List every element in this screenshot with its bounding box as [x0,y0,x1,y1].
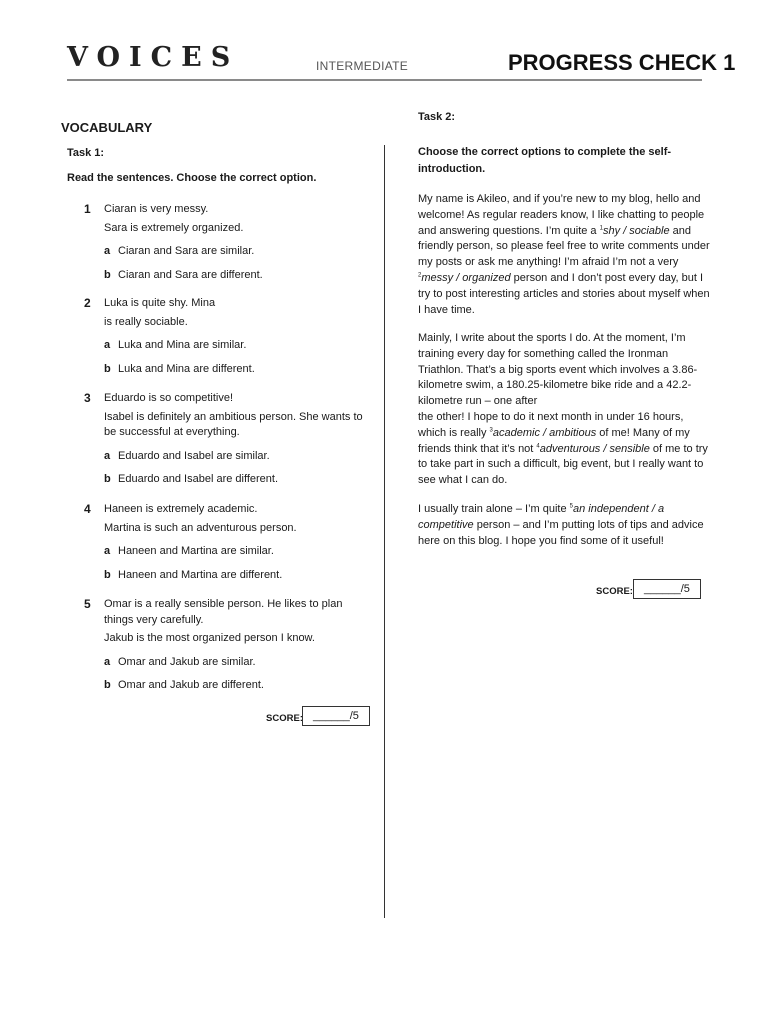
option-letter: a [104,245,111,257]
option-a[interactable] [104,544,369,560]
task2-instruction: Choose the correct options to complete the self-introduction. [418,146,672,175]
gap-number: 3 [489,427,493,434]
option-a[interactable] [104,449,369,465]
column-divider [384,145,385,918]
option-letter: b [104,568,111,581]
task1-heading: Task 1: [67,147,105,159]
question-2 [84,296,369,377]
level-label: INTERMEDIATE [316,59,409,73]
choice-2[interactable]: messy / organized [421,271,511,284]
option-letter: a [104,545,111,557]
choice-3[interactable]: academic / ambitious [492,426,597,439]
option-text: Eduardo and Isabel are similar. [118,449,270,462]
question-number: 5 [84,597,91,611]
brand-logo: VOICES [67,42,240,73]
question-5 [84,597,369,694]
option-letter: b [104,679,111,691]
option-text: Luka and Mina are different. [118,362,255,375]
option-letter: a [104,339,111,351]
option-text: Haneen and Martina are different. [118,568,283,581]
header-divider [67,79,702,81]
question-sentence-2: Sara is extremely organized. [104,221,244,234]
score-box[interactable]: ______/5 [633,579,701,599]
choice-4[interactable]: adventurous / sensible [539,442,650,455]
option-letter: a [104,655,111,668]
option-letter: a [104,449,111,462]
gap-number: 4 [536,442,540,449]
option-text: Ciaran and Sara are different. [118,268,263,281]
option-letter: b [104,268,111,281]
option-text: Haneen and Martina are similar. [118,545,274,557]
question-number: 1 [84,202,91,216]
question-1 [84,202,369,283]
question-sentence-1: Ciaran is very messy. [104,203,209,215]
question-sentence-2: Martina is such an adventurous person. [104,521,297,534]
question-number: 4 [84,502,91,516]
option-a[interactable] [104,655,369,671]
option-a[interactable] [104,338,369,354]
question-sentence-1: Omar is a really sensible person. He likes to plan things very carefully. [104,598,343,626]
question-sentence-2: Jakub is the most organized person I know. [104,632,315,644]
question-sentence-1: Luka is quite shy. Mina [104,297,216,309]
choice-5[interactable]: an independent / a competitive [418,503,665,531]
question-number: 2 [84,296,91,310]
section-heading: VOCABULARY [61,120,153,135]
question-sentence-2: Isabel is definitely an ambitious person. She wants to be successful at everything. [104,410,363,438]
option-text: Luka and Mina are similar. [118,339,247,351]
question-3 [84,391,369,488]
task2-heading: Task 2: [418,111,456,123]
paragraph-2: Mainly, I write about the sports I do. At the moment, I’m training every day for something called the Ironman Triathlon. That’s a big sports event which involves a 3.86-kilometre swim, a 180.25-kilometre bike ride and a 42.2-kilometre run – one after the other! I hope to do it next month in under 16 hours, which is really $^3$academic / ambitious of me! Many of my friends think that it’s not $^4$adventurous / sensible of me to try to take part in such a difficult, big event, but I really want to see what I can do. [418,332,708,487]
gap-number: 1 [599,224,603,231]
option-text: Ciaran and Sara are similar. [118,245,255,257]
task1-instruction: Read the sentences. Choose the correct option. [67,172,317,184]
option-text: Omar and Jakub are different. [118,679,264,691]
gap-number: 2 [418,272,422,279]
option-b[interactable] [104,678,369,694]
score-box[interactable]: ______/5 [302,706,370,726]
question-sentence-1: Eduardo is so competitive! [104,392,234,404]
paragraph-1: My name is Akileo, and if you’re new to my blog, hello and welcome! As regular readers know, I like chatting to people and answering questions. I’m quite a $^1$shy / sociable and friendly person, so please feel free to write comments under my posts or ask me anything! I’m afraid I’m not a very $^2$messy / organized person and I don’t post every day, but I try to post interesting articles and stories about myself when I have time. [418,193,710,316]
score-label: SCORE: [266,713,303,724]
paragraph-3: I usually train alone – I’m quite $^5$an independent / a competitive person – and I’m putting lots of tips and advice here on this blog. I hope you find some of it useful! [418,503,704,547]
question-number: 3 [84,391,91,405]
option-b[interactable] [104,568,369,584]
option-letter: b [104,473,111,485]
option-b[interactable] [104,472,369,488]
question-sentence-2: is really sociable. [104,315,188,328]
option-a[interactable] [104,244,369,260]
option-text: Omar and Jakub are similar. [118,655,256,668]
choice-1[interactable]: shy / sociable [602,224,670,237]
option-b[interactable] [104,362,369,378]
page-title: PROGRESS CHECK 1 [508,50,736,75]
option-b[interactable] [104,268,369,284]
gap-number: 5 [569,503,573,510]
score-label: SCORE: [596,586,633,597]
option-text: Eduardo and Isabel are different. [118,473,279,485]
option-letter: b [104,362,111,375]
question-4 [84,502,369,583]
question-sentence-1: Haneen is extremely academic. [104,503,258,515]
